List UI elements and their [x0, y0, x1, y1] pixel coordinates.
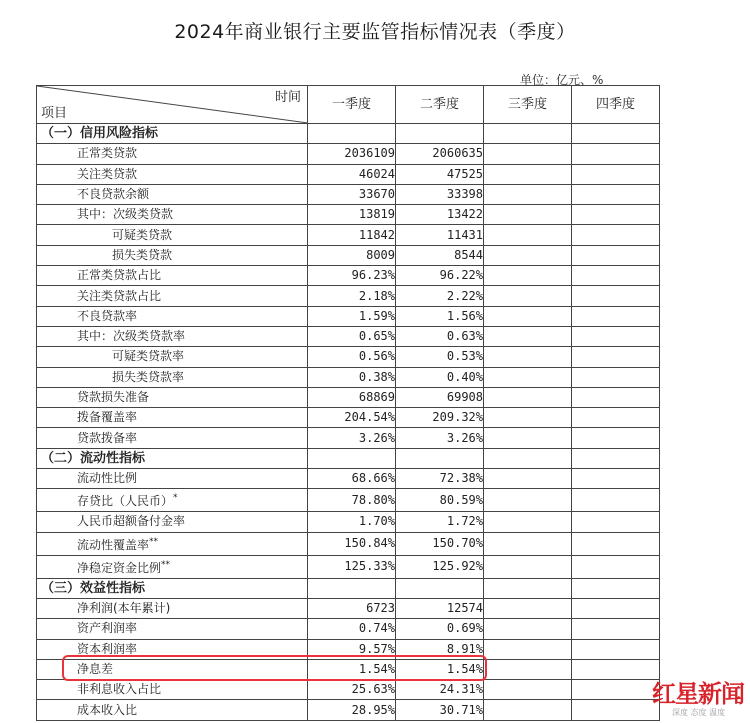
value-cell-q4: [572, 286, 660, 306]
value-cell-q3: [484, 408, 572, 428]
value-cell-q4: [572, 680, 660, 700]
value-cell-q4: [572, 619, 660, 639]
section-empty-cell: [308, 124, 396, 144]
value-cell-q3: [484, 428, 572, 448]
value-cell-q4: [572, 225, 660, 245]
value-cell-q2: 1.56%: [396, 306, 484, 326]
row-label: 不良贷款余额: [37, 184, 308, 204]
value-cell-q1: 28.95%: [308, 700, 396, 720]
value-cell-q2: 47525: [396, 164, 484, 184]
value-cell-q4: [572, 367, 660, 387]
table-row: [37, 659, 660, 679]
value-cell-q2: 24.31%: [396, 680, 484, 700]
row-label: 可疑类贷款: [37, 225, 308, 245]
value-cell-q4: [572, 306, 660, 326]
quarter-header-q3: 三季度: [484, 86, 572, 124]
value-cell-q4: [572, 639, 660, 659]
table-row: [37, 408, 660, 428]
row-label: 正常类贷款占比: [37, 266, 308, 286]
row-label: 存贷比（人民币）*: [37, 489, 308, 512]
value-cell-q2: 12574: [396, 598, 484, 618]
value-cell-q1: 13819: [308, 205, 396, 225]
row-label: 净息差: [37, 659, 308, 679]
value-cell-q1: 1.54%: [308, 659, 396, 679]
value-cell-q3: [484, 619, 572, 639]
row-label: 其中：次级类贷款率: [37, 326, 308, 346]
value-cell-q2: 0.63%: [396, 326, 484, 346]
value-cell-q1: 46024: [308, 164, 396, 184]
table-row: [37, 469, 660, 489]
value-cell-q3: [484, 326, 572, 346]
value-cell-q4: [572, 347, 660, 367]
value-cell-q1: 3.26%: [308, 428, 396, 448]
time-header-label: 时间: [274, 90, 301, 105]
table-row: [37, 680, 660, 700]
table-row: [37, 184, 660, 204]
section-empty-cell: [308, 448, 396, 468]
value-cell-q4: [572, 659, 660, 679]
value-cell-q2: 150.70%: [396, 532, 484, 555]
value-cell-q2: 96.22%: [396, 266, 484, 286]
value-cell-q1: 68.66%: [308, 469, 396, 489]
value-cell-q4: [572, 245, 660, 265]
row-label: 净稳定资金比例**: [37, 555, 308, 578]
value-cell-q3: [484, 184, 572, 204]
section-header-row: [37, 578, 660, 598]
value-cell-q4: [572, 184, 660, 204]
row-label: 流动性覆盖率**: [37, 532, 308, 555]
value-cell-q2: 0.40%: [396, 367, 484, 387]
table-row: [37, 306, 660, 326]
row-label: 损失类贷款: [37, 245, 308, 265]
value-cell-q3: [484, 306, 572, 326]
table-header-row: [37, 86, 660, 124]
value-cell-q2: 72.38%: [396, 469, 484, 489]
table-row: [37, 245, 660, 265]
row-label: 流动性比例: [37, 469, 308, 489]
table-row: [37, 555, 660, 578]
value-cell-q4: [572, 408, 660, 428]
value-cell-q1: 96.23%: [308, 266, 396, 286]
value-cell-q1: 2.18%: [308, 286, 396, 306]
value-cell-q4: [572, 532, 660, 555]
table-row: [37, 639, 660, 659]
value-cell-q2: 11431: [396, 225, 484, 245]
value-cell-q4: [572, 428, 660, 448]
item-header-label: 项目: [41, 106, 68, 121]
quarter-header-q1: 一季度: [308, 86, 396, 124]
value-cell-q3: [484, 532, 572, 555]
table-row: [37, 619, 660, 639]
section-empty-cell: [308, 578, 396, 598]
value-cell-q2: 80.59%: [396, 489, 484, 512]
value-cell-q3: [484, 266, 572, 286]
value-cell-q1: 0.65%: [308, 326, 396, 346]
section-empty-cell: [396, 124, 484, 144]
value-cell-q4: [572, 164, 660, 184]
row-label: 其中：次级类贷款: [37, 205, 308, 225]
table-row: [37, 512, 660, 532]
value-cell-q4: [572, 144, 660, 164]
section-empty-cell: [572, 578, 660, 598]
value-cell-q1: 68869: [308, 387, 396, 407]
value-cell-q4: [572, 326, 660, 346]
section-empty-cell: [396, 578, 484, 598]
quarter-header-q2: 二季度: [396, 86, 484, 124]
value-cell-q1: 204.54%: [308, 408, 396, 428]
value-cell-q3: [484, 489, 572, 512]
table-row: [37, 387, 660, 407]
row-label: 资产利润率: [37, 619, 308, 639]
value-cell-q3: [484, 225, 572, 245]
value-cell-q3: [484, 205, 572, 225]
value-cell-q2: 125.92%: [396, 555, 484, 578]
value-cell-q3: [484, 639, 572, 659]
table-row: [37, 428, 660, 448]
row-label: 关注类贷款占比: [37, 286, 308, 306]
value-cell-q1: 1.70%: [308, 512, 396, 532]
table-row: [37, 286, 660, 306]
value-cell-q2: 8.91%: [396, 639, 484, 659]
value-cell-q1: 0.56%: [308, 347, 396, 367]
row-label: 资本利润率: [37, 639, 308, 659]
row-label: 可疑类贷款率: [37, 347, 308, 367]
section-empty-cell: [484, 448, 572, 468]
section-empty-cell: [396, 448, 484, 468]
value-cell-q3: [484, 469, 572, 489]
section-title: （三）效益性指标: [37, 578, 308, 598]
value-cell-q1: 78.80%: [308, 489, 396, 512]
value-cell-q3: [484, 144, 572, 164]
value-cell-q3: [484, 367, 572, 387]
row-label: 贷款损失准备: [37, 387, 308, 407]
quarter-header-q4: 四季度: [572, 86, 660, 124]
value-cell-q4: [572, 512, 660, 532]
value-cell-q2: 2060635: [396, 144, 484, 164]
value-cell-q1: 125.33%: [308, 555, 396, 578]
section-empty-cell: [572, 448, 660, 468]
value-cell-q4: [572, 489, 660, 512]
table-row: [37, 225, 660, 245]
table-row: [37, 700, 660, 720]
value-cell-q3: [484, 347, 572, 367]
row-label: 成本收入比: [37, 700, 308, 720]
table-row: [37, 598, 660, 618]
page-title: 2024年商业银行主要监管指标情况表（季度）: [174, 21, 576, 43]
row-label: 净利润(本年累计): [37, 598, 308, 618]
value-cell-q4: [572, 387, 660, 407]
section-empty-cell: [484, 578, 572, 598]
value-cell-q2: 3.26%: [396, 428, 484, 448]
indicator-table: [36, 85, 660, 721]
table-row: [37, 347, 660, 367]
section-title: （二）流动性指标: [37, 448, 308, 468]
section-empty-cell: [484, 124, 572, 144]
section-header-row: [37, 124, 660, 144]
table-row: [37, 367, 660, 387]
value-cell-q1: 9.57%: [308, 639, 396, 659]
value-cell-q1: 1.59%: [308, 306, 396, 326]
table-row: [37, 266, 660, 286]
value-cell-q3: [484, 555, 572, 578]
value-cell-q4: [572, 555, 660, 578]
row-label: 拨备覆盖率: [37, 408, 308, 428]
value-cell-q3: [484, 164, 572, 184]
row-label: 贷款拨备率: [37, 428, 308, 448]
row-label: 不良贷款率: [37, 306, 308, 326]
value-cell-q1: 25.63%: [308, 680, 396, 700]
value-cell-q3: [484, 598, 572, 618]
value-cell-q2: 0.69%: [396, 619, 484, 639]
row-label: 损失类贷款率: [37, 367, 308, 387]
value-cell-q1: 33670: [308, 184, 396, 204]
section-title: （一）信用风险指标: [37, 124, 308, 144]
value-cell-q4: [572, 598, 660, 618]
unit-label: 单位：亿元、%: [520, 73, 604, 87]
value-cell-q3: [484, 387, 572, 407]
value-cell-q2: 0.53%: [396, 347, 484, 367]
value-cell-q2: 209.32%: [396, 408, 484, 428]
value-cell-q1: 0.74%: [308, 619, 396, 639]
value-cell-q1: 11842: [308, 225, 396, 245]
logo-subtext: 深度 态度 温度: [672, 708, 726, 717]
news-logo: [652, 674, 748, 720]
table-row: [37, 205, 660, 225]
row-label: 非利息收入占比: [37, 680, 308, 700]
value-cell-q4: [572, 266, 660, 286]
value-cell-q2: 13422: [396, 205, 484, 225]
value-cell-q2: 33398: [396, 184, 484, 204]
value-cell-q4: [572, 205, 660, 225]
table-row: [37, 489, 660, 512]
section-empty-cell: [572, 124, 660, 144]
row-label: 人民币超额备付金率: [37, 512, 308, 532]
value-cell-q1: 0.38%: [308, 367, 396, 387]
section-header-row: [37, 448, 660, 468]
value-cell-q3: [484, 680, 572, 700]
value-cell-q2: 8544: [396, 245, 484, 265]
value-cell-q2: 1.72%: [396, 512, 484, 532]
value-cell-q2: 1.54%: [396, 659, 484, 679]
diagonal-header-cell: [37, 86, 308, 124]
value-cell-q3: [484, 659, 572, 679]
value-cell-q3: [484, 245, 572, 265]
value-cell-q1: 2036109: [308, 144, 396, 164]
table-row: [37, 532, 660, 555]
value-cell-q1: 8009: [308, 245, 396, 265]
value-cell-q2: 30.71%: [396, 700, 484, 720]
value-cell-q2: 2.22%: [396, 286, 484, 306]
value-cell-q4: [572, 700, 660, 720]
value-cell-q2: 69908: [396, 387, 484, 407]
table-row: [37, 164, 660, 184]
value-cell-q1: 150.84%: [308, 532, 396, 555]
value-cell-q3: [484, 286, 572, 306]
value-cell-q4: [572, 469, 660, 489]
diagonal-line: [37, 86, 308, 123]
logo-text: 红星新闻: [652, 679, 744, 708]
value-cell-q1: 6723: [308, 598, 396, 618]
value-cell-q3: [484, 700, 572, 720]
row-label: 关注类贷款: [37, 164, 308, 184]
row-label: 正常类贷款: [37, 144, 308, 164]
value-cell-q3: [484, 512, 572, 532]
table-row: [37, 144, 660, 164]
table-row: [37, 326, 660, 346]
